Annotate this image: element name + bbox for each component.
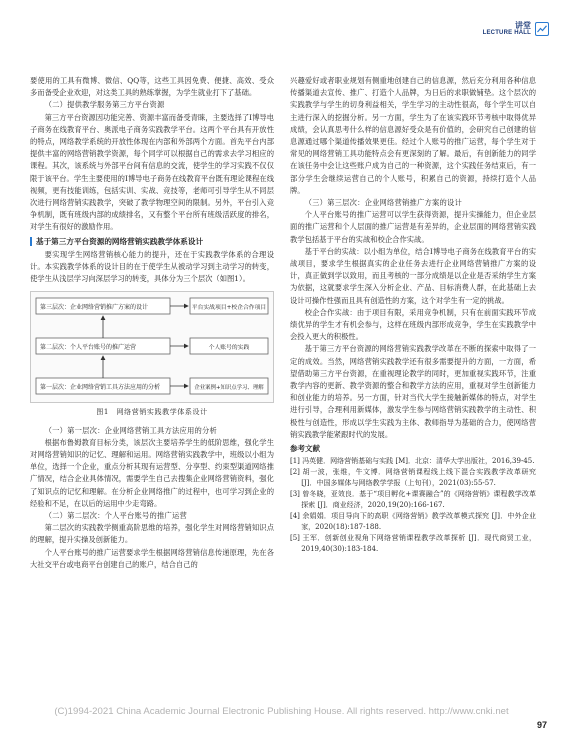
reference-item: [5] 王军．创新创业视角下网络营销课程教学改革探析 [J]．现代商贸工业，2019,40(30):183-184. bbox=[290, 534, 536, 554]
paragraph: 要实现学生网络营销核心能力的提升，还在于实践教学体系的合理设计。本实践教学体系的设计目的在于使学生从被动学习到主动学习的转变，使学生从浅层学习向深层学习的转变，具体分为三个层次（如图1）。 bbox=[30, 249, 274, 284]
layer-2-label: 第二层次：个人平台账号的推广运营 bbox=[40, 344, 137, 352]
layer-1-label: 第一层次：企业网络营销工具方法应用的分析 bbox=[40, 384, 161, 392]
paragraph: 第三方平台资源因功能完善、资源丰富而备受青睐，主要选择了I博导电子商务在线教育平台、奥派电子商务实践教学平台。这两个平台具有开放性的特点，网络教学系统的开放性体现在内部和外部两个方面。首先平台内部提供丰富的网络营销教学资源，每个同学可以根据自己的需求去学习相应的课程。其次，该系统与外部平台间有信息的交流，使学生的学习实践不仅仅限于该平台。学生主要使用的I博导电子商务在线教育平台既有理论课程在线视频，更有技能训练，包括实训、实战、竞技等，老师可引导学生从不同层次进行网络营销实践教学，突破了教学物理空间的限制。另外，平台引入竞争机制，既有班级内部的成绩排名，又有整个平台所有班级活跃度的排名，对学生有很好的激励作用。 bbox=[30, 112, 274, 232]
layer-3-label: 第三层次：企业网络营销推广方案的设计 bbox=[40, 304, 149, 312]
reference-item: [3] 曾冬晓，亚效良．基于“项目孵化+课赛融合”的《网络营销》课程教学改革探索 [J]．商业经济，2020,19(20):166-167. bbox=[290, 490, 536, 510]
reference-item: [4] 余娟娟．项目导向下的高职《网络营销》教学改革模式探究 [J]．中外企业家，2020(18):187-188. bbox=[290, 512, 536, 532]
reference-item: [2] 胡一波，张维，牛文博．网络营销课程线上线下混合实践教学改革研究 [J]．中国多媒体与网络教学学报（上旬刊），2021(03):55-57. bbox=[290, 468, 536, 488]
copyright-watermark: (C)1994-2021 China Academic Journal Electronic Publishing House. All rights reserved. http://www.cnki.net bbox=[54, 706, 509, 717]
subsection-heading: （二）第二层次：个人平台账号的推广运营 bbox=[44, 511, 188, 521]
paragraph: 第二层次的实践教学侧重高阶思维的培养，强化学生对网络营销知识点的理解，提升实操及创新能力。 bbox=[30, 523, 274, 545]
figure-caption: 图1 网络营销实践教学体系设计 bbox=[96, 408, 208, 417]
figure-1 bbox=[30, 291, 274, 403]
paragraph: 基于第三方平台资源的网络营销实践教学改革在不断的探索中取得了一定的成效。当然，网络营销实践教学还有很多需要提升的方面，一方面，希望借助第三方平台资源，在重视理论教学的同时，更加重视实践环节，注重教学内容的更新、教学资源的整合和教学方法的应用，重视对学生创新能力和创业能力的培养。另一方面，针对当代大学生接触新媒体的特点，对学生进行引导，合理利用新媒体，激发学生参与网络营销实践教学的主动性、积极性与创造性，形成以学生实践为主体、教师指导为基础的合力，使网络营销实践教学能紧跟时代的发展。 bbox=[290, 344, 536, 439]
layer-3-box-text: 平台实战项目+校企合作项目 bbox=[191, 305, 267, 312]
section-heading-text: 基于第三方平台资源的网络营销实践教学体系设计 bbox=[36, 236, 204, 246]
paragraph: 要使用的工具有微博、微信、QQ等，这些工具因免费、便捷、高效、受众多而备受企业欢迎，对这类工具的熟练掌握，为学生就业打下了基础。 bbox=[30, 76, 274, 98]
trend-chart-icon bbox=[535, 22, 549, 36]
subsection-heading: （三）第三层次：企业网络营销推广方案的设计 bbox=[304, 198, 463, 208]
right-column bbox=[290, 75, 536, 555]
paragraph: 基于平台的实战：以小组为单位，结合I博导电子商务在线教育平台的实战项目，要求学生根据真实的企业任务去进行企业网络营销推广方案的设计，真正做到学以致用，而且考核的一部分成绩是以企业是否采纳学生方案为依据，这就要求学生深入分析企业、产品、目标消费人群，在此基础上去设计可操作性强而且具有创造性的方案，这个对学生有一定的挑战。 bbox=[290, 246, 536, 305]
layer-2-box-text: 个人账号的实践 bbox=[208, 345, 250, 352]
page-number: 97 bbox=[536, 720, 547, 730]
figure-1-diagram bbox=[30, 291, 274, 403]
subsection-heading: （一）第一层次：企业网络营销工具方法应用的分析 bbox=[44, 425, 218, 435]
paragraph: 个人平台账号的推广运营可以学生获得资源，提升实操能力，但企业层面的推广运营和个人层面的推广运营是有差异的，企业层面的网络营销实践教学包括基于平台的实战和校企合作实战。 bbox=[290, 210, 536, 244]
column-title-en: LECTURE HALL bbox=[482, 30, 531, 37]
left-column bbox=[30, 75, 274, 571]
section-heading bbox=[30, 236, 274, 248]
layer-1-box-text: 企业案例+知识点学习、理解 bbox=[194, 385, 264, 392]
column-logo bbox=[483, 22, 549, 37]
reference-item: [1] 冯英健．网络营销基础与实践 [M]．北京：清华大学出版社，2016,39-45. bbox=[290, 457, 535, 466]
column-title-zh: 讲堂 bbox=[515, 21, 531, 30]
section-marker-icon bbox=[30, 237, 32, 246]
paragraph: 校企合作实战：由于项目有限，采用竞争机制，只有在前面实践环节成绩优异的学生才有机会参与，这样在班级内部形成竞争，学生在实践教学中会投入更大的积极性。 bbox=[290, 307, 536, 342]
paragraph: 根据布鲁姆教育目标分类，该层次主要培养学生的低阶思维，强化学生对网络营销知识的记忆、理解和运用。网络营销实践教学中，班级以小组为单位，选择一个企业，重点分析其现有运营型、分享型、约束型渠道网络推广情况，结合企业具体情况，需要学生自己去搜集企业网络营销资料，强化了知识点的记忆和理解。在分析企业网络推广的过程中，也可学习到企业的经验和不足，在以后的运用中少走弯路。 bbox=[30, 437, 274, 508]
paragraph: 个人平台账号的推广运营要求学生根据网络营销信息传递原理，先在各大社交平台或电商平台创建自己的账户，结合自己的 bbox=[30, 547, 274, 569]
subsection-heading: （二）提供教学服务第三方平台资源 bbox=[44, 100, 165, 110]
paragraph: 兴趣爱好或者职业规划有侧重地创建自己的信息源，然后充分利用各种信息传播渠道去宣传、推广、打造个人品牌，为日后的求职做铺垫。这个层次的实践教学与学生的切身利益相关，学生学习的主动性很高，每个学生可以自主进行深入的挖掘分析。另一方面，学生为了在该实践环节考核中取得优异成绩，会认真思考什么样的信息源好受众是有价值的，会研究自己创建的信息源通过哪个渠道传播效果更佳。经过个人账号的推广运营，每个学生对于常见的网络营销工具功能特点会有更深刻的了解。最后，有创新能力的同学在该任务中会让这些账户成为自己的一种资源，这个实践任务结束后，有一部分学生会继续运营自己的个人账号，积累自己的资源，持续打造个人品牌。 bbox=[290, 76, 536, 195]
references-heading: 参考文献 bbox=[290, 444, 320, 454]
